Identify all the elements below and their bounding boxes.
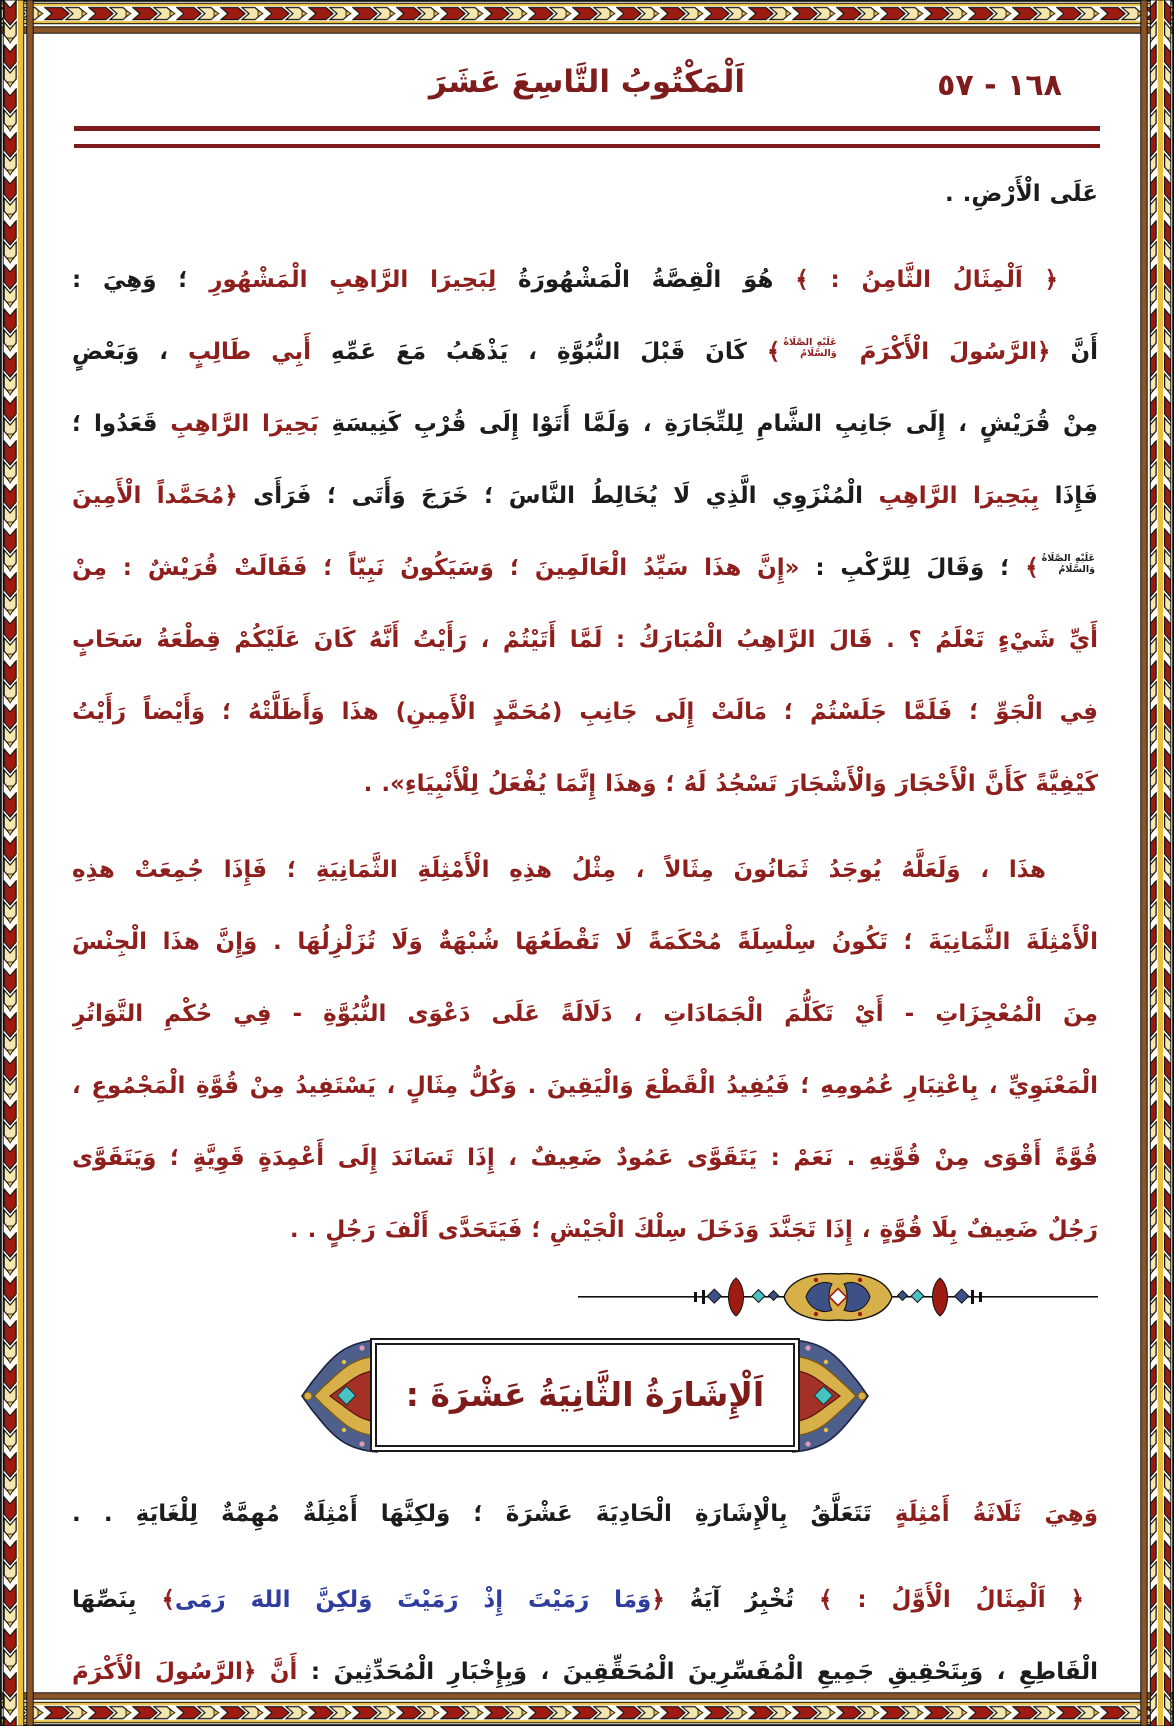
text-segment: هذَا ، وَلَعَلَّهُ يُوجَدُ ثَمَانُونَ مِثَالاً ، مِثْلُ هذِهِ الْأَمْثِلَةِ الثَّمَانِيَةِ ؛ فَإِذَا جُمِعَتْ هذِهِ [72,857,1046,883]
text-segment: هُوَ الْقِصَّةُ الْمَشْهُورَةُ [496,267,796,293]
text-segment: ﴿ اَلْمِثَالُ الثَّامِنُ : ﴾ [795,267,1058,293]
text-segment: لِبَحِيرَا الرَّاهِبِ الْمَشْهُورِ [209,267,497,293]
page-number: ١٦٨ - ٥٧ [937,68,1062,103]
text-segment: ﴾ [766,339,781,365]
text-segment: ﴿ [651,1587,665,1613]
text-segment: عَلَى الْأَرْضِ. . [944,181,1098,207]
text-segment: رَجُلٌ ضَعِيفٌ بِلَا قُوَّةٍ ، إِذَا تَجَنَّدَ وَدَخَلَ سِلْكَ الْجَيْشِ ؛ فَيَتَحَدَّى أَلْفَ رَجُلٍ . . [289,1217,1098,1243]
text-line [72,978,1098,1050]
text-line [72,906,1098,978]
text-segment: الْقَاطِعِ ، وَبِتَحْقِيقِ جَمِيعِ الْمُفَسِّرِينَ الْمُحَقِّقِينَ ، وَبِإِخْبَارِ الْمُحَدِّثِينَ : [297,1659,1098,1685]
text-segment: بِنَصِّهَا [72,1587,162,1613]
text-segment: وَهِيَ ثَلَاثَةُ أَمْثِلَةٍ [894,1501,1098,1527]
text-segment: قُوَّةً أَقْوَى مِنْ قُوَّتِهِ . نَعَمْ : يَتَقَوَّى عَمُودٌ ضَعِيفٌ ، إِذَا تَسَانَدَ إِلَى أَعْمِدَةٍ قَوِيَّةٍ ؛ وَيَتَقَوَّى [72,1145,1098,1171]
section-heading-box [370,1338,800,1452]
text-line [72,1478,1098,1550]
honorific-calligraphy: عَلَيْهِ الصَّلَاةُ وَالسَّلَامُ [783,336,837,359]
text-segment: أَنَّ ﴿الرَّسُولَ الْأَكْرَمَ [72,1659,298,1685]
page-content [72,158,1098,1708]
text-segment: كَيْفِيَّةً كَأَنَّ الْأَحْجَارَ وَالْأَشْجَارَ تَسْجُدُ لَهُ ؛ وَهذَا إِنَّمَا يُفْعَلُ لِلْأَنْبِيَاءِ». . [363,771,1098,797]
text-line [72,244,1098,316]
text-segment: كَانَ قَبْلَ النُّبُوَّةِ ، يَذْهَبُ مَعَ عَمِّهِ [311,339,767,365]
text-segment: ﴿مُحَمَّداً الْأَمِينَ [72,483,238,509]
text-segment: تُخْبِرُ آيَةُ [664,1587,819,1613]
cartouche-wing-left-ornament [300,1332,378,1460]
paragraph [72,1564,1098,1708]
text-segment: أَنَّ [1050,339,1098,365]
text-line [72,532,1098,604]
text-segment: ؛ وَهِيَ : [72,267,210,293]
cartouche-wing-right-ornament [792,1332,870,1460]
text-segment: ﴾ [161,1587,175,1613]
text-line [72,1636,1098,1708]
section-heading-cartouche [370,1338,800,1452]
text-segment: ؛ وَقَالَ لِلرَّكْبِ : [799,555,1026,581]
text-segment: قَعَدُوا ؛ [72,411,171,437]
text-line [72,316,1098,388]
section-heading-text: اَلْإِشَارَةُ الثَّانِيَةُ عَشْرَةَ : [405,1375,765,1414]
text-line [72,676,1098,748]
text-segment: تَتَعَلَّقُ بِالْإِشَارَةِ الْحَادِيَةَ عَشْرَةَ ؛ وَلكِنَّهَا أَمْثِلَةٌ مُهِمَّةٌ لِلْغَايَةِ . . [72,1501,895,1527]
paragraph [72,158,1098,230]
text-segment: وَمَا رَمَيْتَ إِذْ رَمَيْتَ وَلكِنَّ اللهَ رَمَى [174,1587,652,1613]
text-segment: ، وَبَعْضٍ [72,339,188,365]
text-segment: ﴿ اَلْمِثَالُ الْأَوَّلُ : ﴾ [818,1587,1085,1613]
text-segment: بَحِيرَا الرَّاهِبِ [170,411,319,437]
text-line [72,604,1098,676]
text-segment: فَإِذَا [1039,483,1098,509]
text-segment: ﴾ [1025,555,1039,581]
text-segment: مِنْ قُرَيْشٍ ، إِلَى جَانِبِ الشَّامِ لِلتِّجَارَةِ ، وَلَمَّا أَتَوْا إِلَى قُرْبِ كَنِيسَةِ [318,411,1098,437]
text-segment: فِي الْجَوِّ ؛ فَلَمَّا جَلَسْتُمْ ؛ مَالَتْ إِلَى جَانِبِ (مُحَمَّدٍ الْأَمِينِ) هذَا وَأَظَلَّتْهُ ؛ وَأَيْضاً رَأَيْتُ [72,699,1098,725]
text-line [72,158,1098,230]
divider-ornament [578,1270,1098,1324]
text-segment: بِبَحِيرَا الرَّاهِبِ [878,483,1040,509]
text-segment: الْأَمْثِلَةَ الثَّمَانِيَةَ ؛ تَكُونُ سِلْسِلَةً مُحْكَمَةً لَا تَقْطَعُهَا شُبْهَةٌ وَلَا تُزَلْزِلُهَا . وَإِنَّ هذَا الْجِنْسَ [72,929,1098,955]
header-double-rule [74,126,1100,148]
text-line [72,460,1098,532]
page-header [72,64,1102,114]
text-line [72,1564,1098,1636]
honorific-calligraphy: عَلَيْهِ الصَّلَاةُ وَالسَّلَامُ [1041,552,1095,575]
text-line [72,1194,1098,1266]
text-line [72,1050,1098,1122]
text-line [72,748,1098,820]
text-segment: «إِنَّ هذَا سَيِّدُ الْعَالَمِينَ ؛ وَسَيَكُونُ نَبِيّاً ؛ فَقَالَتْ قُرَيْشٌ : مِنْ [72,555,800,581]
paragraph [72,834,1098,1266]
text-segment: أَيِّ شَيْءٍ تَعْلَمُ ؟ . قَالَ الرَّاهِبُ الْمُبَارَكُ : لَمَّا أَتَيْتُمْ ، رَأَيْتُ أَنَّهُ كَانَ عَلَيْكُمْ قِطْعَةُ سَحَابٍ [72,627,1098,653]
paragraph [72,1478,1098,1550]
text-line [72,834,1098,906]
body-text-lower [72,1478,1098,1708]
text-segment: الْمَعْنَوِيِّ ، بِاعْتِبَارِ عُمُومِهِ ؛ فَيُفِيدُ الْقَطْعَ وَالْيَقِينَ . وَكُلُّ مِثَالٍ ، يَسْتَفِيدُ مِنْ قُوَّةِ الْمَجْمُوعِ ، [72,1073,1098,1099]
text-line [72,388,1098,460]
page-title: اَلْمَكْتُوبُ التَّاسِعَ عَشَرَ [428,64,746,100]
text-segment: ﴿الرَّسُولَ الْأَكْرَمَ [839,339,1051,365]
text-segment: أَبِي طَالِبٍ [188,339,312,365]
text-segment: الْمُنْزَوِي الَّذِي لَا يُخَالِطُ النَّاسَ ؛ خَرَجَ وَأَتَى ؛ فَرَأَى [237,483,879,509]
border-ornament-left [0,0,34,1726]
paragraph [72,244,1098,820]
body-text-upper [72,158,1098,1266]
text-segment: مِنَ الْمُعْجِزَاتِ - أَيْ تَكَلُّمَ الْجَمَادَاتِ ، دَلَالَةً عَلَى دَعْوَى النُّبُوَّةِ - فِي حُكْمِ التَّوَاتُرِ [72,1001,1098,1027]
text-line [72,1122,1098,1194]
border-ornament-top [0,0,1174,34]
border-ornament-right [1140,0,1174,1726]
